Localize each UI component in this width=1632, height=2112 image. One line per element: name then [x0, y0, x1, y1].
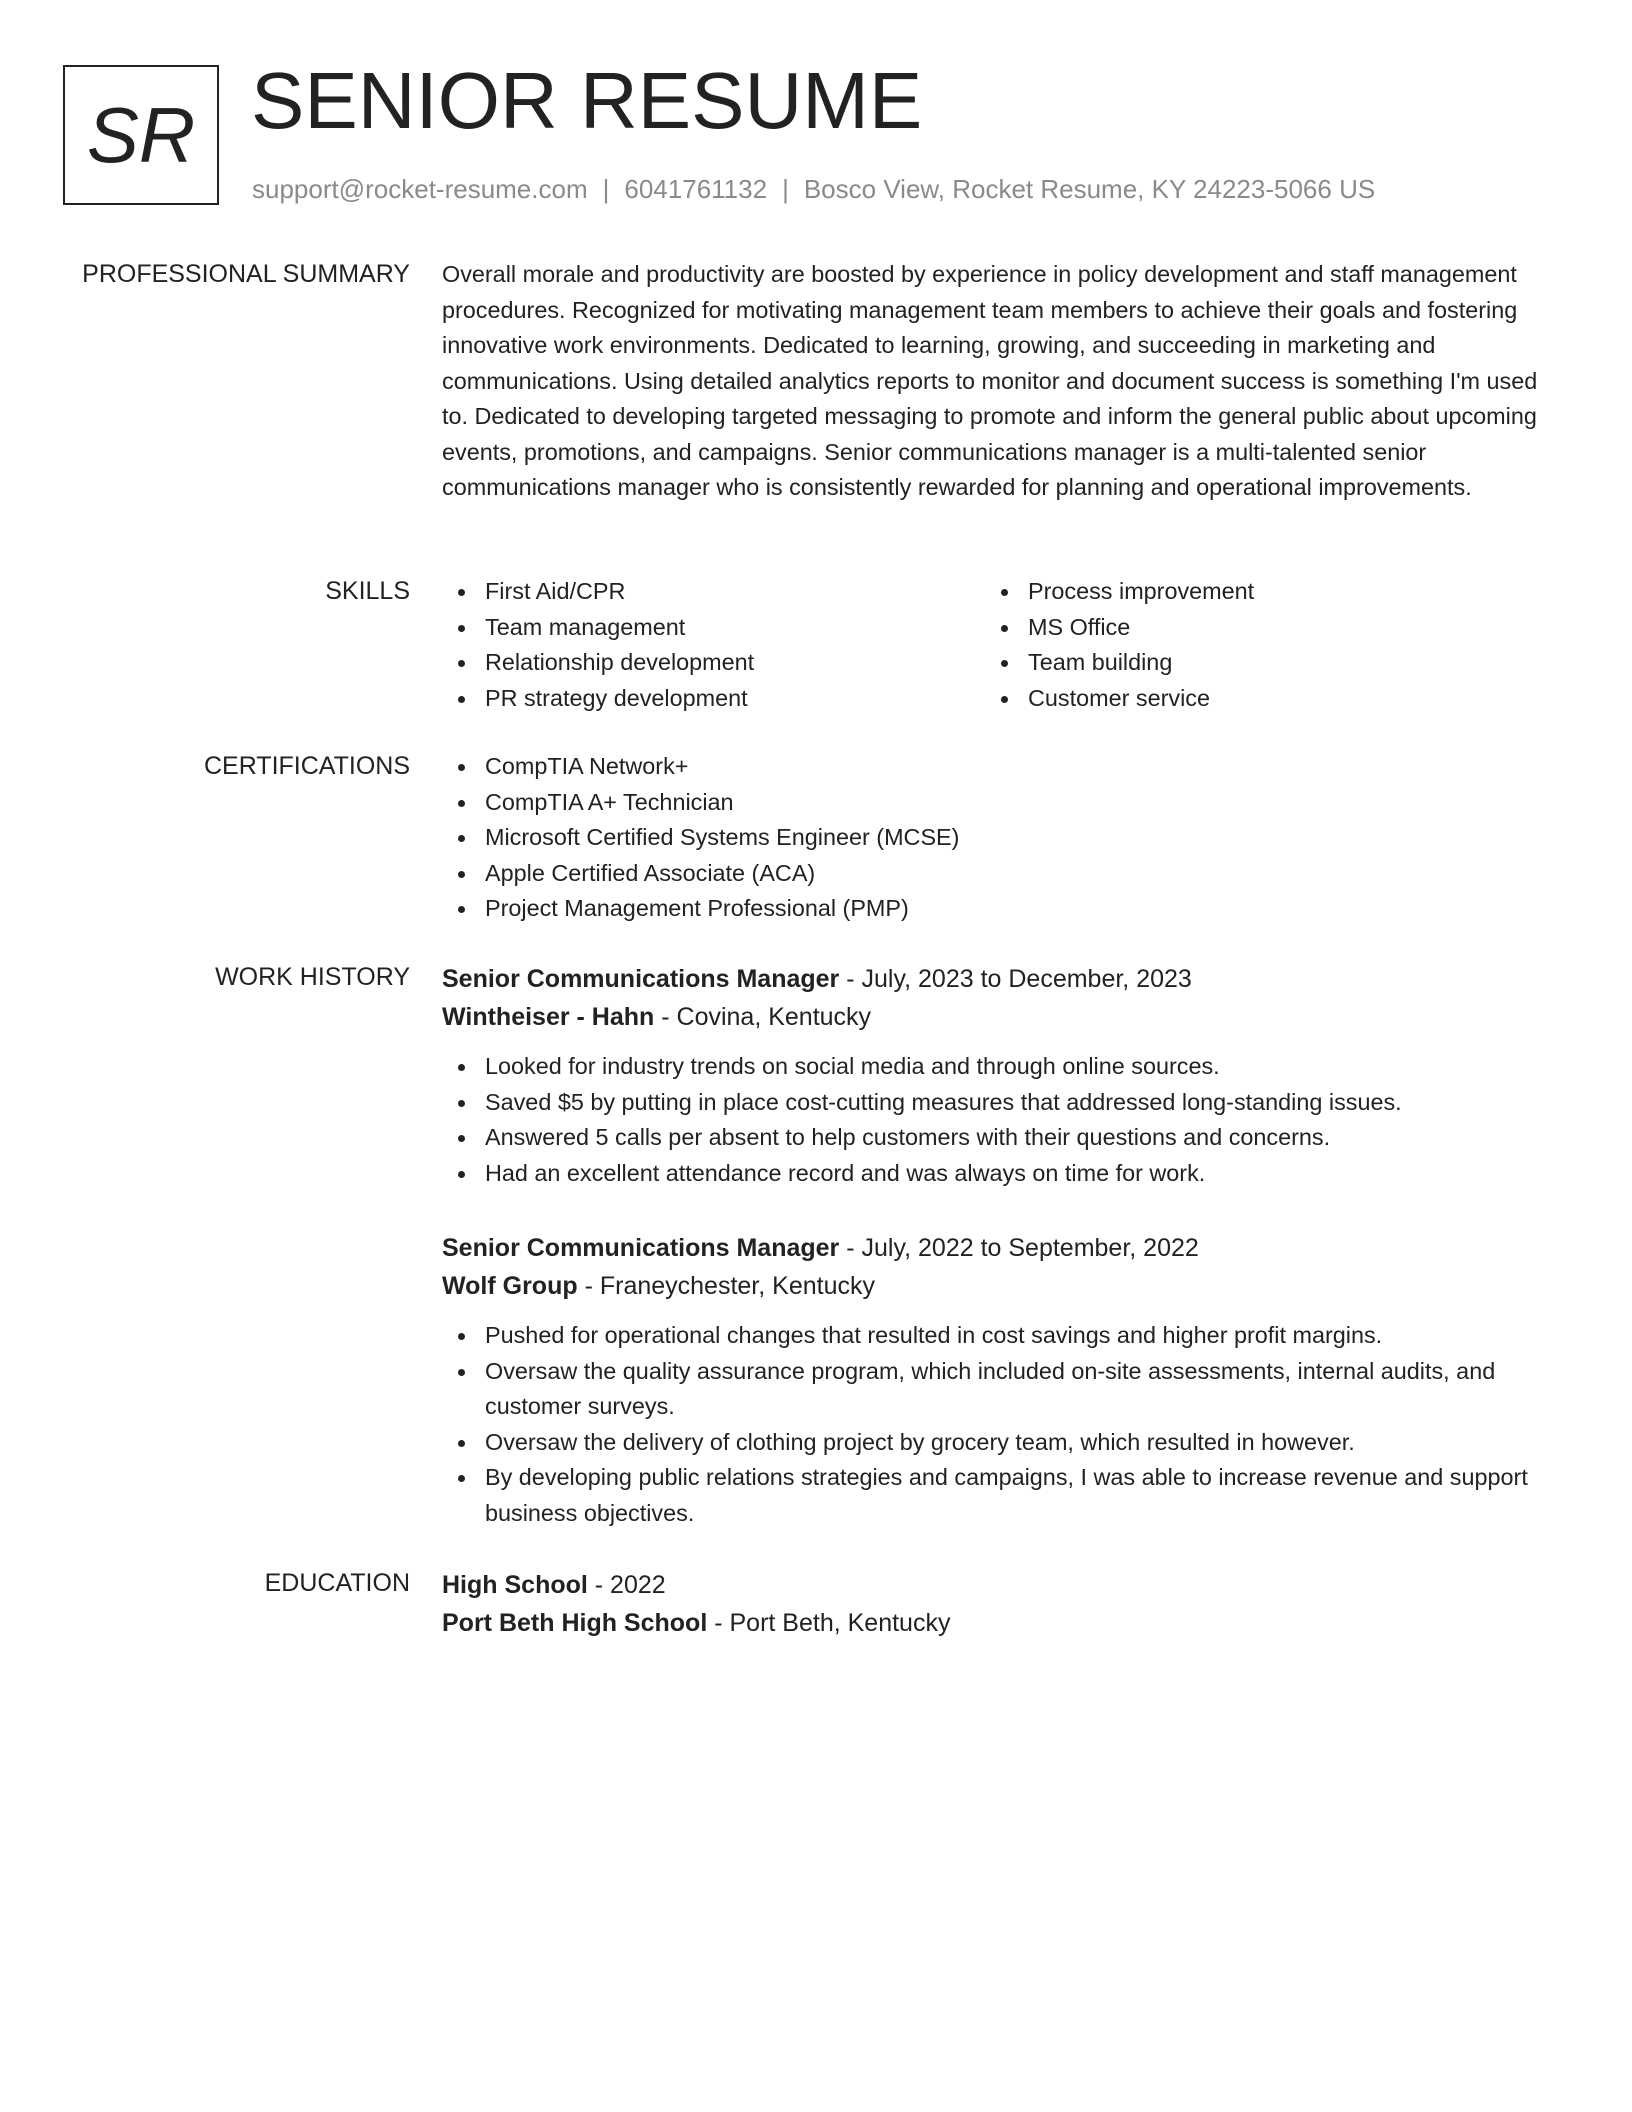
education-body [442, 1566, 1552, 1642]
job-title-line [442, 1229, 1552, 1267]
skills-label: SKILLS [325, 577, 410, 605]
job-company-line [442, 998, 1552, 1036]
job-title-line [442, 960, 1552, 998]
list-item: Oversaw the delivery of clothing project by grocery team, which resulted in however. [442, 1425, 1552, 1461]
job-location: - Covina, Kentucky [654, 1003, 872, 1031]
list-item: Project Management Professional (PMP) [442, 891, 1552, 927]
list-item: Team management [442, 610, 985, 646]
skills-grid [442, 574, 1552, 716]
job-location: - Franeychester, Kentucky [577, 1272, 875, 1300]
job-company: Wolf Group [442, 1272, 578, 1300]
education-school-line [442, 1604, 1552, 1642]
job-dates: - July, 2022 to September, 2022 [839, 1234, 1199, 1262]
job-entry [442, 960, 1552, 1191]
work-history-body [442, 960, 1552, 1191]
list-item: CompTIA A+ Technician [442, 785, 1552, 821]
resume-name: SENIOR RESUME [251, 56, 923, 145]
skills-column-1 [442, 574, 985, 716]
list-item: MS Office [985, 610, 1528, 646]
list-item: Pushed for operational changes that resulted in cost savings and higher profit margins. [442, 1318, 1552, 1354]
list-item: Oversaw the quality assurance program, which included on-site assessments, internal audits, and customer surveys. [442, 1354, 1552, 1425]
list-item: Looked for industry trends on social media and through online sources. [442, 1049, 1552, 1085]
education-label: EDUCATION [264, 1569, 410, 1597]
contact-address: Bosco View, Rocket Resume, KY 24223-5066 US [803, 174, 1376, 204]
education-degree: High School [442, 1571, 588, 1599]
job-bullets [442, 1049, 1552, 1191]
summary-body [442, 257, 1552, 506]
education-school: Port Beth High School [442, 1609, 708, 1637]
list-item: Apple Certified Associate (ACA) [442, 856, 1552, 892]
list-item: Had an excellent attendance record and was always on time for work. [442, 1156, 1552, 1192]
education-location: - Port Beth, Kentucky [707, 1609, 951, 1637]
skills-column-2 [985, 574, 1528, 716]
list-item: By developing public relations strategies and campaigns, I was able to increase revenue and support business objectives. [442, 1460, 1552, 1531]
certifications-label: CERTIFICATIONS [203, 752, 410, 780]
contact-separator: | [602, 174, 610, 204]
contact-email: support@rocket-resume.com [252, 174, 588, 204]
list-item: Answered 5 calls per absent to help customers with their questions and concerns. [442, 1120, 1552, 1156]
job-entry [442, 1229, 1552, 1531]
list-item: Relationship development [442, 645, 985, 681]
skills-body [442, 574, 1552, 716]
monogram-text: SR [86, 90, 196, 179]
list-item: Customer service [985, 681, 1528, 717]
list-item: PR strategy development [442, 681, 985, 717]
list-item: Saved $5 by putting in place cost-cutting measures that addressed long-standing issues. [442, 1085, 1552, 1121]
job-bullets [442, 1318, 1552, 1531]
contact-separator: | [782, 174, 789, 204]
job-company-line [442, 1267, 1552, 1305]
list-item: Process improvement [985, 574, 1528, 610]
list-item: Microsoft Certified Systems Engineer (MCSE) [442, 820, 1552, 856]
monogram-logo [63, 65, 219, 205]
job-title: Senior Communications Manager [442, 1234, 840, 1262]
job-title: Senior Communications Manager [442, 965, 840, 993]
job-company: Wintheiser - Hahn [442, 1003, 655, 1031]
contact-phone: 6041761132 [624, 174, 768, 204]
list-item: First Aid/CPR [442, 574, 985, 610]
work-history-label: WORK HISTORY [215, 963, 410, 991]
job-dates: - July, 2023 to December, 2023 [839, 965, 1192, 993]
education-degree-line [442, 1566, 1552, 1604]
certifications-body [442, 749, 1552, 927]
summary-label: PROFESSIONAL SUMMARY [82, 260, 410, 288]
education-year: - 2022 [587, 1571, 666, 1599]
list-item: CompTIA Network+ [442, 749, 1552, 785]
work-history-body [442, 1229, 1552, 1531]
contact-line [252, 172, 1375, 206]
list-item: Team building [985, 645, 1528, 681]
summary-text: Overall morale and productivity are boosted by experience in policy development and staff management procedures. Recognized for motivating management team members to achieve their goals and fostering innovative work environments. Dedicated to learning, growing, and succeeding in marketing and communications. Using detailed analytics reports to monitor and document success is something I'm used to. Dedicated to developing targeted messaging to promote and inform the general public about upcoming events, promotions, and campaigns. Senior communications manager is a multi-talented senior communications manager who is consistently rewarded for planning and operational improvements. [442, 261, 1538, 500]
certifications-list [442, 749, 1552, 927]
